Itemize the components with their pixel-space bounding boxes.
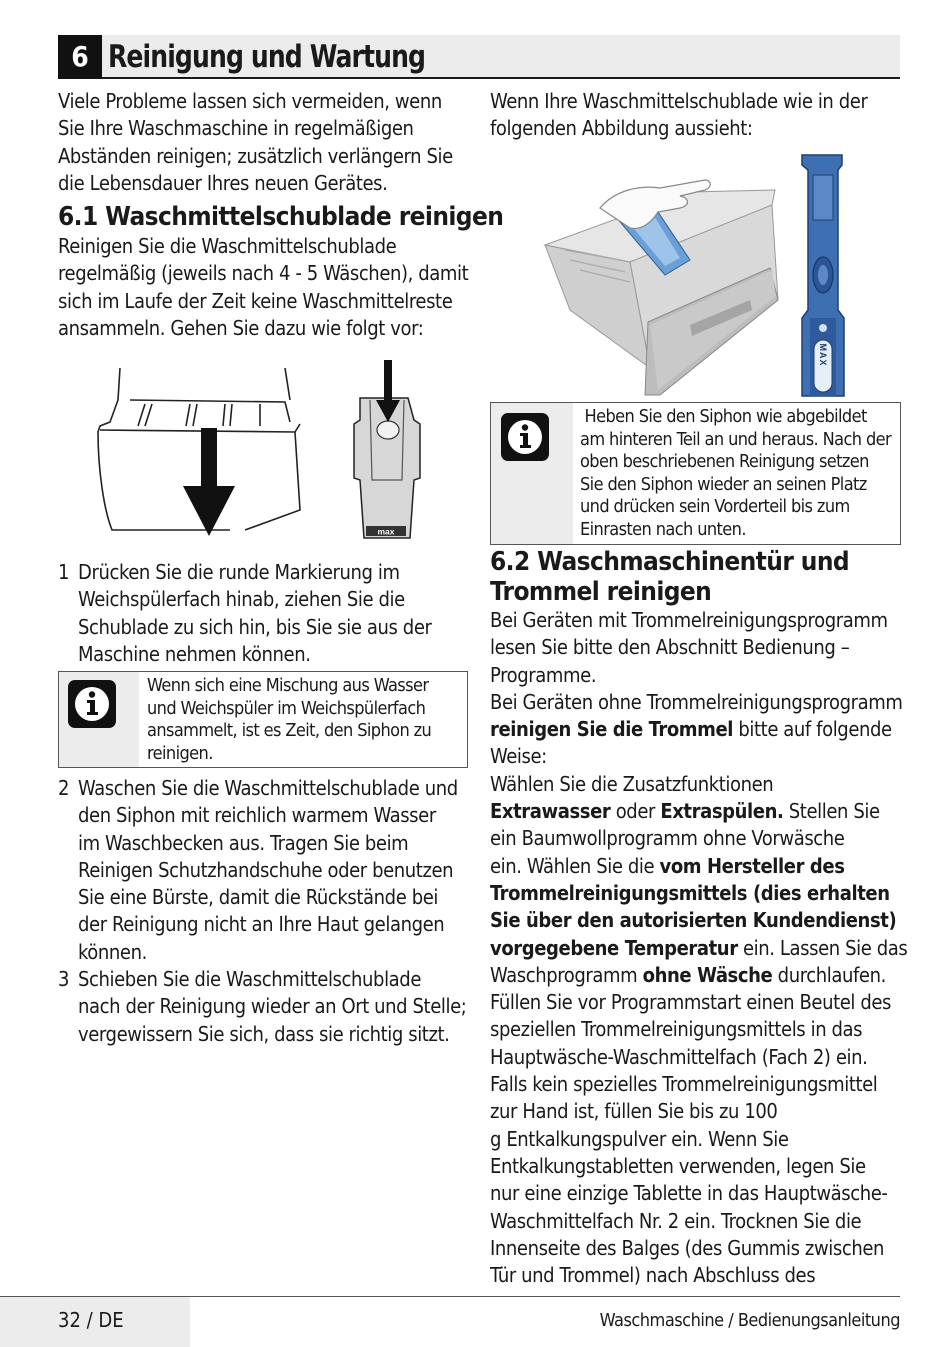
info-line: Einrasten nach unten.	[580, 518, 746, 540]
intro-line: die Lebensdauer Ihres neuen Gerätes.	[58, 170, 388, 195]
section-2-line: lesen Sie bitte den Abschnitt Bedienung –	[490, 635, 850, 660]
info-line: Sie den Siphon wieder an seinen Platz	[580, 473, 867, 495]
text-run: Waschprogramm	[490, 962, 643, 987]
step-3-line: vergewissern Sie sich, dass sie richtig sitzt.	[78, 1021, 450, 1046]
bold-phrase: Sie über den autorisierten Kundendienst)	[490, 908, 897, 933]
info-icon	[68, 680, 116, 728]
info-line: und Weichspüler im Weichspülerfach	[147, 697, 426, 719]
step-2-line: den Siphon mit reichlich warmem Wasser	[78, 803, 436, 828]
info-line: Wenn sich eine Mischung aus Wasser	[147, 675, 429, 696]
section-2-line: Wählen Sie die Zusatzfunktionen	[490, 771, 774, 796]
section-2-line: Entkalkungstabletten verwenden, legen Sie	[490, 1153, 866, 1178]
info-box-text	[580, 406, 891, 542]
right-intro-line: folgenden Abbildung aussieht:	[490, 116, 753, 141]
intro-line: Abständen reinigen; zusätzlich verlängern Sie	[58, 143, 453, 168]
section-2-line: Innenseite des Balges (des Gummis zwischen	[490, 1235, 885, 1260]
section-2-title-line: 6.2 Waschmaschinentür und	[490, 547, 850, 577]
step-2-line: im Waschbecken aus. Tragen Sie beim	[78, 830, 409, 855]
step-3-number: 3	[58, 967, 70, 991]
section-2-paragraph	[490, 607, 907, 1289]
info-line: Heben Sie den Siphon wie abgebildet	[580, 406, 867, 427]
intro-paragraph	[58, 88, 453, 197]
footer-document-title: Waschmaschine / Bedienungsanleitung	[599, 1310, 900, 1331]
section-2-line: Tür und Trommel) nach Abschluss des	[490, 1263, 816, 1288]
right-intro-line: Wenn Ihre Waschmittelschublade wie in der	[490, 89, 868, 113]
info-line: oben beschriebenen Reinigung setzen	[580, 451, 869, 473]
step-3-text	[78, 966, 466, 1048]
step-1-number: 1	[58, 560, 70, 584]
info-line: und drücken sein Vorderteil bis zum	[580, 496, 850, 518]
chapter-number: 6	[58, 35, 102, 79]
arrow-down-icon	[183, 428, 235, 536]
section-1-line: ansammeln. Gehen Sie dazu wie folgt vor:	[58, 315, 424, 340]
step-2-line: Sie eine Bürste, damit die Rückstände bei	[78, 885, 438, 910]
section-2-title	[490, 547, 849, 607]
section-2-line: Hauptwäsche-Waschmittelfach (Fach 2) ein.	[490, 1044, 868, 1069]
step-1-line: Drücken Sie die runde Markierung im	[78, 560, 400, 584]
footer-divider	[0, 1296, 900, 1297]
step-3-line: Schieben Sie die Waschmittelschublade	[78, 967, 421, 991]
text-run: ein. Wählen Sie die	[490, 853, 660, 878]
step-2-number: 2	[58, 776, 70, 800]
text-run: oder	[610, 799, 661, 824]
drawer-removal-illustration	[90, 360, 440, 545]
step-1-text	[78, 559, 431, 668]
blue-siphon-closeup	[802, 155, 844, 396]
step-2-line: können.	[78, 939, 147, 964]
section-2-line	[490, 880, 907, 907]
step-1-line: Weichspülerfach hinab, ziehen Sie die	[78, 587, 405, 612]
section-2-line	[490, 798, 907, 825]
info-box-text	[147, 675, 431, 765]
section-2-line: Bei Geräten ohne Trommelreinigungsprogramm	[490, 689, 903, 714]
section-2-title-line: Trommel reinigen	[490, 577, 712, 607]
section-2-line: Füllen Sie vor Programmstart einen Beutel des	[490, 990, 892, 1015]
bold-phrase: vom Hersteller des	[659, 853, 845, 878]
section-2-line	[490, 907, 907, 934]
info-line: ansammelt, ist es Zeit, den Siphon zu	[147, 720, 432, 742]
right-intro-paragraph	[490, 88, 867, 143]
bold-phrase: vorgegebene Temperatur	[490, 935, 738, 960]
info-box-siphon-hint	[58, 671, 468, 768]
section-2-line: g Entkalkungspulver ein. Wenn Sie	[490, 1126, 789, 1151]
section-2-line: speziellen Trommelreinigungsmittels in das	[490, 1017, 863, 1042]
section-1-line: Reinigen Sie die Waschmittelschublade	[58, 234, 397, 258]
section-2-line: zur Hand ist, füllen Sie bis zu 100	[490, 1099, 778, 1124]
section-2-line	[490, 853, 907, 880]
info-box-siphon-lift	[490, 402, 901, 545]
section-1-line: regelmäßig (jeweils nach 4 - 5 Wäschen), damit	[58, 261, 469, 286]
step-2-line: Reinigen Schutzhandschuhe oder benutzen	[78, 857, 454, 882]
text-run: ein. Lassen Sie das	[737, 935, 908, 960]
info-line: am hinteren Teil an und heraus. Nach der	[580, 428, 892, 450]
section-1-line: sich im Laufe der Zeit keine Waschmittelreste	[58, 288, 453, 313]
section-2-line: Weise:	[490, 744, 547, 769]
chapter-title: Reinigung und Wartung	[108, 39, 426, 75]
siphon-max-label: max	[377, 526, 395, 537]
footer-page-number: 32 / DE	[58, 1308, 124, 1332]
section-1-paragraph	[58, 233, 468, 342]
step-3-line: nach der Reinigung wieder an Ort und Stelle;	[78, 994, 467, 1019]
step-1-line: Schublade zu sich hin, bis Sie sie aus der	[78, 614, 432, 639]
step-1-line: Maschine nehmen können.	[78, 641, 311, 666]
section-2-line: Waschmittelfach Nr. 2 ein. Trocknen Sie die	[490, 1208, 862, 1233]
section-2-line	[490, 962, 907, 989]
intro-line: Sie Ihre Waschmaschine in regelmäßigen	[58, 116, 414, 141]
section-2-line: Programme.	[490, 662, 597, 687]
section-2-line: nur eine einzige Tablette in das Hauptwäsche-	[490, 1181, 888, 1206]
section-2-line	[490, 716, 907, 743]
step-2-line: Waschen Sie die Waschmittelschublade und	[78, 776, 458, 800]
text-run: durchlaufen.	[772, 962, 886, 987]
section-1-title: 6.1 Waschmittelschublade reinigen	[58, 202, 504, 232]
intro-line: Viele Probleme lassen sich vermeiden, wenn	[58, 89, 442, 113]
text-run: bitte auf folgende	[733, 717, 892, 742]
siphon-max-label: MAX	[818, 343, 828, 367]
info-icon	[501, 413, 549, 461]
bold-phrase: reinigen Sie die Trommel	[490, 717, 734, 742]
bold-phrase: Extrawasser	[490, 799, 611, 824]
bold-phrase: ohne Wäsche	[642, 962, 773, 987]
section-2-line: Bei Geräten mit Trommelreinigungsprogramm	[490, 608, 888, 632]
text-run: Stellen Sie	[783, 799, 880, 824]
step-2-line: der Reinigung nicht an Ihre Haut gelangen	[78, 912, 445, 937]
siphon-lift-illustration	[540, 150, 860, 400]
section-2-line	[490, 935, 907, 962]
section-2-line: ein Baumwollprogramm ohne Vorwäsche	[490, 826, 845, 851]
step-2-text	[78, 775, 458, 966]
section-2-line: Falls kein spezielles Trommelreinigungsmittel	[490, 1072, 878, 1097]
bold-phrase: Extraspülen.	[660, 799, 784, 824]
bold-phrase: Trommelreinigungsmittels (dies erhalten	[490, 880, 890, 905]
info-line: reinigen.	[147, 742, 213, 764]
